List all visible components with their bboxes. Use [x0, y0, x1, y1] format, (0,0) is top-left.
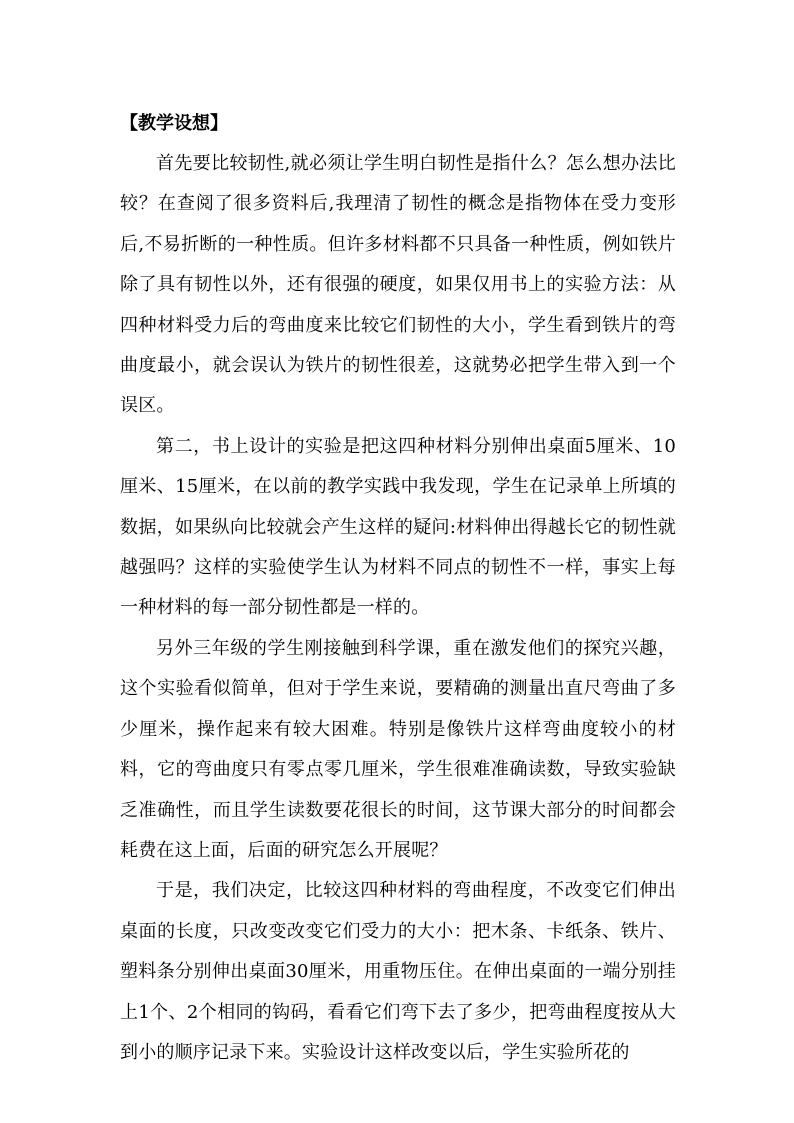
paragraph-2: 第二，书上设计的实验是把这四种材料分别伸出桌面5厘米、10厘米、15厘米，在以前的教学实践中我发现，学生在记录单上所填的数据，如果纵向比较就会产生这样的疑问:材料伸出得越长它的韧性就越强吗？这样的实验使学生认为材料不同点的韧性不一样，事实上每一种材料的每一部分韧性都是一样的。: [120, 435, 676, 619]
section-heading: 【教学设想】: [120, 113, 228, 134]
document-page: [120, 104, 676, 1073]
paragraph-4: 于是，我们决定，比较这四种材料的弯曲程度，不改变它们伸出桌面的长度，只改变改变它们受力的大小：把木条、卡纸条、铁片、塑料条分别伸出桌面30厘米，用重物压住。在伸出桌面的一端分别挂上1个、2个相同的钩码，看看它们弯下去了多少，把弯曲程度按从大到小的顺序记录下来。实验设计这样改变以后，学生实验所花的: [120, 880, 676, 1063]
paragraph-1: 首先要比较韧性,就必须让学生明白韧性是指什么？怎么想办法比较？在查阅了很多资料后,我理清了韧性的概念是指物体在受力变形后,不易折断的一种性质。但许多材料都不只具备一种性质，例如铁片除了具有韧性以外，还有很强的硬度，如果仅用书上的实验方法：从四种材料受力后的弯曲度来比较它们韧性的大小，学生看到铁片的弯曲度最小，就会误认为铁片的韧性很差，这就势必把学生带入到一个误区。: [120, 153, 676, 417]
paragraph-3: 另外三年级的学生刚接触到科学课，重在激发他们的探究兴趣，这个实验看似简单，但对于学生来说，要精确的测量出直尺弯曲了多少厘米，操作起来有较大困难。特别是像铁片这样弯曲度较小的材料，它的弯曲度只有零点零几厘米，学生很难准确读数，导致实验缺乏准确性，而且学生读数要花很长的时间，这节课大部分的时间都会耗费在这上面，后面的研究怎么开展呢？: [120, 637, 676, 861]
